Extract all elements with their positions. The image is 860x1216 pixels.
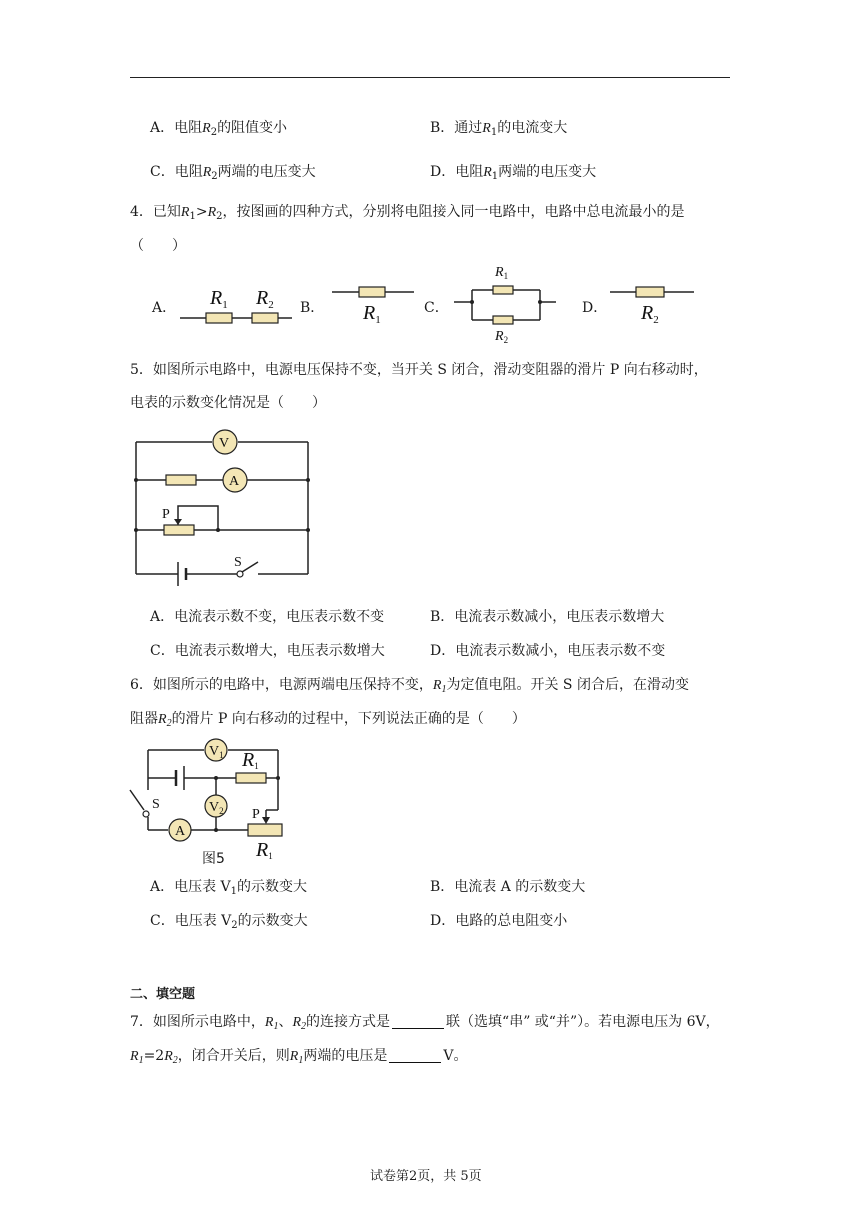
q4-label-a: A．	[152, 300, 177, 316]
q6-figure-caption: 图5	[202, 851, 225, 867]
q4c-r2-label: $R_2$	[495, 329, 509, 345]
q4-label-b: B．	[300, 300, 325, 316]
q6-option-b: B．电流表 A 的示数变大	[430, 879, 586, 895]
q4-diagram-c-parallel	[452, 262, 562, 346]
q5-stem-line1: 5．如图所示电路中，电源电压保持不变，当开关 S 闭合，滑动变阻器的滑片 P 向右移动时，	[130, 362, 708, 378]
q6-v1-label: $V_1$	[209, 744, 224, 760]
page-footer: 试卷第2页，共 5页	[370, 1169, 482, 1184]
section-title-fill-blank: 二、填空题	[130, 987, 196, 1002]
q7-line1: 7．如图所示电路中，$R_1$、$R_2$的连接方式是 联（选填“串” 或“并”）。若电源电压为 6V，	[130, 1014, 720, 1032]
q6-option-d: D．电路的总电阻变小	[430, 913, 568, 929]
q4-diagram-d-r2	[608, 282, 698, 328]
q3-option-b: B．通过$R_1$的电流变大	[430, 120, 568, 138]
q4-paren: （ ）	[130, 238, 186, 254]
q7-blank-2[interactable]	[389, 1048, 441, 1063]
q5-slider-label: P	[162, 507, 170, 522]
q6-slider-label: P	[252, 807, 260, 822]
q6-stem-line1: 6．如图所示的电路中，电源两端电压保持不变，$R_1$为定值电阻。开关 S 闭合后，在滑动变	[130, 677, 689, 695]
q4-diagram-a-series	[176, 284, 296, 326]
q4a-r2-label: $R_2$	[256, 287, 274, 311]
q6-stem-line2: 阻器$R_2$的滑片 P 向右移动的过程中，下列说法正确的是（ ）	[130, 711, 526, 729]
q6-v2-label: $V_2$	[209, 800, 224, 816]
q4a-r1-label: $R_1$	[210, 287, 228, 311]
q6-r1-label: R1	[242, 749, 259, 771]
q6-option-c: C．电压表 $V_2$的示数变大	[150, 913, 308, 931]
q3-option-c: C．电阻$R_2$两端的电压变大	[150, 164, 316, 182]
q3-option-a: A．电阻$R_2$的阻值变小	[150, 120, 288, 138]
q7-blank-1[interactable]	[392, 1014, 444, 1029]
q6-circuit-diagram	[126, 736, 296, 866]
q4d-r2-label: $R_2$	[641, 302, 659, 326]
q6-rheostat-label: R1	[256, 839, 273, 861]
header-rule	[130, 77, 730, 78]
q6-ammeter-label: A	[175, 824, 186, 839]
q4-label-c: C．	[424, 300, 449, 316]
q4c-r1-label: $R_1$	[495, 265, 509, 281]
q5-ammeter-label: A	[229, 474, 240, 489]
q4-stem: 4．已知$R_1>R_2$，按图画的四种方式，分别将电阻接入同一电路中，电路中总电流最小的是	[130, 204, 685, 222]
q5-voltmeter-label: V	[219, 436, 230, 451]
q6-option-a: A．电压表 $V_1$的示数变大	[150, 879, 308, 897]
q5-circuit-diagram	[130, 426, 315, 582]
q4-label-d: D．	[582, 300, 608, 316]
q5-option-c: C．电流表示数增大，电压表示数增大	[150, 643, 385, 659]
q5-option-d: D．电流表示数减小，电压表示数不变	[430, 643, 666, 659]
q5-option-b: B．电流表示数减小，电压表示数增大	[430, 609, 665, 625]
q5-switch-label: S	[234, 555, 242, 570]
q5-option-a: A．电流表示数不变，电压表示数不变	[150, 609, 385, 625]
q6-switch-label: S	[152, 797, 160, 812]
q5-stem-line2: 电表的示数变化情况是（ ）	[130, 395, 326, 411]
q7-line2: $R_1=2R_2$，闭合开关后，则$R_1$两端的电压是 V。	[130, 1048, 468, 1066]
q4b-r1-label: $R_1$	[363, 302, 381, 326]
q3-option-d: D．电阻$R_1$两端的电压变大	[430, 164, 597, 182]
q4-diagram-b-r1	[330, 282, 420, 328]
